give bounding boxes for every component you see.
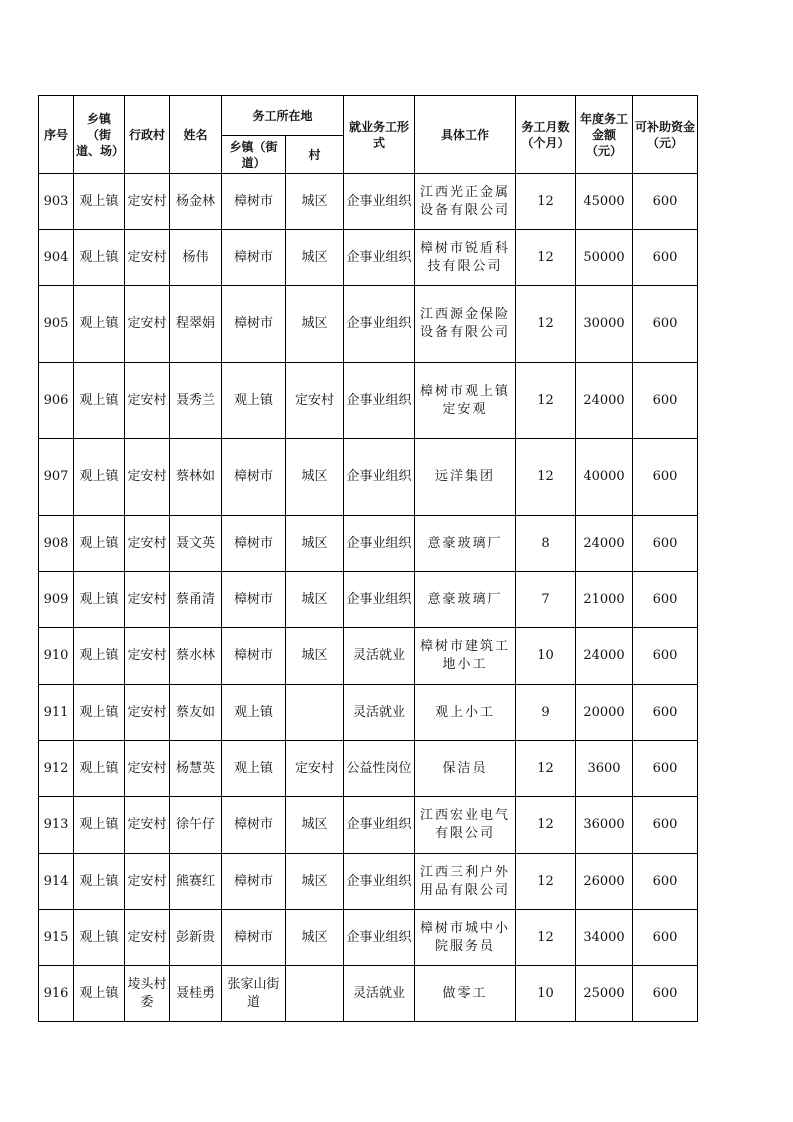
cell-seq: 908 (39, 516, 74, 572)
cell-seq: 910 (39, 628, 74, 685)
cell-months: 7 (516, 572, 576, 628)
header-work-village: 村 (286, 136, 344, 174)
cell-township: 观上镇 (74, 966, 125, 1022)
cell-village: 定安村 (125, 685, 170, 741)
cell-form: 公益性岗位 (344, 741, 415, 797)
cell-subsidy: 600 (633, 910, 698, 966)
cell-amount: 40000 (576, 439, 633, 516)
cell-job: 保洁员 (415, 741, 516, 797)
cell-months: 12 (516, 797, 576, 854)
cell-subsidy: 600 (633, 741, 698, 797)
cell-subsidy: 600 (633, 230, 698, 286)
cell-work-village: 城区 (286, 174, 344, 230)
header-months: 务工月数（个月） (516, 96, 576, 174)
cell-amount: 34000 (576, 910, 633, 966)
cell-village: 定安村 (125, 628, 170, 685)
cell-work-township: 樟树市 (222, 174, 286, 230)
cell-subsidy: 600 (633, 439, 698, 516)
table-row (39, 910, 698, 966)
cell-work-village: 城区 (286, 230, 344, 286)
header-seq: 序号 (39, 96, 74, 174)
cell-subsidy: 600 (633, 174, 698, 230)
cell-township: 观上镇 (74, 572, 125, 628)
cell-work-township: 观上镇 (222, 363, 286, 439)
cell-months: 12 (516, 363, 576, 439)
cell-name: 熊赛红 (170, 854, 222, 910)
cell-form: 灵活就业 (344, 628, 415, 685)
cell-seq: 916 (39, 966, 74, 1022)
header-annual-income: 年度务工金额（元） (576, 96, 633, 174)
cell-job: 樟树市观上镇定安观 (415, 363, 516, 439)
cell-job: 樟树市城中小院服务员 (415, 910, 516, 966)
table-row (39, 230, 698, 286)
cell-work-village: 定安村 (286, 741, 344, 797)
cell-seq: 913 (39, 797, 74, 854)
table-row (39, 516, 698, 572)
cell-work-township: 樟树市 (222, 572, 286, 628)
cell-work-township: 樟树市 (222, 439, 286, 516)
cell-work-township: 张家山街道 (222, 966, 286, 1022)
header-name: 姓名 (170, 96, 222, 174)
cell-name: 杨金林 (170, 174, 222, 230)
cell-subsidy: 600 (633, 363, 698, 439)
employment-subsidy-table (38, 95, 698, 1022)
cell-months: 12 (516, 174, 576, 230)
table-row (39, 797, 698, 854)
cell-work-village: 城区 (286, 854, 344, 910)
cell-work-township: 观上镇 (222, 685, 286, 741)
cell-form: 企事业组织 (344, 516, 415, 572)
cell-amount: 24000 (576, 628, 633, 685)
cell-seq: 903 (39, 174, 74, 230)
cell-job: 江西源金保险设备有限公司 (415, 286, 516, 363)
cell-work-village: 城区 (286, 572, 344, 628)
cell-work-township: 樟树市 (222, 854, 286, 910)
cell-seq: 904 (39, 230, 74, 286)
cell-seq: 911 (39, 685, 74, 741)
cell-job: 意豪玻璃厂 (415, 572, 516, 628)
cell-township: 观上镇 (74, 516, 125, 572)
cell-work-village: 城区 (286, 286, 344, 363)
cell-work-village (286, 966, 344, 1022)
cell-village: 定安村 (125, 910, 170, 966)
cell-township: 观上镇 (74, 797, 125, 854)
cell-amount: 3600 (576, 741, 633, 797)
cell-township: 观上镇 (74, 439, 125, 516)
cell-job: 樟树市建筑工地小工 (415, 628, 516, 685)
cell-job: 远洋集团 (415, 439, 516, 516)
cell-subsidy: 600 (633, 854, 698, 910)
cell-seq: 912 (39, 741, 74, 797)
cell-months: 9 (516, 685, 576, 741)
cell-work-village (286, 685, 344, 741)
header-job: 具体工作 (415, 96, 516, 174)
cell-work-township: 樟树市 (222, 516, 286, 572)
cell-amount: 24000 (576, 363, 633, 439)
cell-township: 观上镇 (74, 854, 125, 910)
cell-months: 10 (516, 628, 576, 685)
cell-work-village: 城区 (286, 910, 344, 966)
cell-form: 企事业组织 (344, 174, 415, 230)
cell-amount: 26000 (576, 854, 633, 910)
cell-village: 定安村 (125, 174, 170, 230)
cell-seq: 905 (39, 286, 74, 363)
cell-township: 观上镇 (74, 910, 125, 966)
cell-job: 观上小工 (415, 685, 516, 741)
cell-months: 10 (516, 966, 576, 1022)
cell-name: 蔡友如 (170, 685, 222, 741)
cell-months: 12 (516, 286, 576, 363)
cell-township: 观上镇 (74, 628, 125, 685)
cell-work-township: 樟树市 (222, 286, 286, 363)
cell-amount: 20000 (576, 685, 633, 741)
cell-township: 观上镇 (74, 174, 125, 230)
cell-form: 灵活就业 (344, 966, 415, 1022)
cell-name: 杨伟 (170, 230, 222, 286)
cell-seq: 909 (39, 572, 74, 628)
cell-months: 8 (516, 516, 576, 572)
header-subsidy: 可补助资金（元） (633, 96, 698, 174)
cell-village: 定安村 (125, 854, 170, 910)
cell-job: 江西三利户外用品有限公司 (415, 854, 516, 910)
cell-name: 聂桂勇 (170, 966, 222, 1022)
cell-amount: 50000 (576, 230, 633, 286)
cell-name: 杨慧英 (170, 741, 222, 797)
cell-job: 江西光正金属设备有限公司 (415, 174, 516, 230)
cell-subsidy: 600 (633, 966, 698, 1022)
cell-name: 聂秀兰 (170, 363, 222, 439)
header-village: 行政村 (125, 96, 170, 174)
cell-subsidy: 600 (633, 685, 698, 741)
cell-township: 观上镇 (74, 286, 125, 363)
cell-village: 定安村 (125, 230, 170, 286)
cell-work-township: 樟树市 (222, 910, 286, 966)
cell-village: 定安村 (125, 363, 170, 439)
cell-village: 定安村 (125, 286, 170, 363)
cell-name: 蔡水林 (170, 628, 222, 685)
cell-township: 观上镇 (74, 685, 125, 741)
cell-form: 企事业组织 (344, 854, 415, 910)
table-row (39, 741, 698, 797)
cell-seq: 914 (39, 854, 74, 910)
cell-form: 灵活就业 (344, 685, 415, 741)
cell-amount: 45000 (576, 174, 633, 230)
cell-job: 意豪玻璃厂 (415, 516, 516, 572)
cell-amount: 30000 (576, 286, 633, 363)
header-work-township: 乡镇（街道） (222, 136, 286, 174)
cell-seq: 906 (39, 363, 74, 439)
table-row (39, 439, 698, 516)
cell-seq: 907 (39, 439, 74, 516)
cell-subsidy: 600 (633, 797, 698, 854)
cell-name: 聂文英 (170, 516, 222, 572)
table-row (39, 286, 698, 363)
table-row (39, 854, 698, 910)
cell-village: 定安村 (125, 516, 170, 572)
table-row (39, 685, 698, 741)
cell-township: 观上镇 (74, 741, 125, 797)
cell-form: 企事业组织 (344, 572, 415, 628)
cell-name: 程翠娟 (170, 286, 222, 363)
cell-village: 定安村 (125, 797, 170, 854)
cell-township: 观上镇 (74, 363, 125, 439)
cell-work-township: 樟树市 (222, 797, 286, 854)
cell-subsidy: 600 (633, 628, 698, 685)
cell-months: 12 (516, 854, 576, 910)
table-row (39, 628, 698, 685)
cell-name: 徐午仔 (170, 797, 222, 854)
cell-village: 定安村 (125, 439, 170, 516)
table-row (39, 174, 698, 230)
cell-form: 企事业组织 (344, 439, 415, 516)
table-row (39, 966, 698, 1022)
cell-subsidy: 600 (633, 572, 698, 628)
table-row (39, 363, 698, 439)
cell-amount: 36000 (576, 797, 633, 854)
cell-form: 企事业组织 (344, 363, 415, 439)
header-workplace: 务工所在地 (222, 96, 344, 136)
cell-work-village: 城区 (286, 439, 344, 516)
cell-village: 堎头村委 (125, 966, 170, 1022)
cell-job: 做零工 (415, 966, 516, 1022)
cell-seq: 915 (39, 910, 74, 966)
cell-village: 定安村 (125, 741, 170, 797)
cell-form: 企事业组织 (344, 910, 415, 966)
cell-township: 观上镇 (74, 230, 125, 286)
cell-work-village: 城区 (286, 628, 344, 685)
cell-amount: 21000 (576, 572, 633, 628)
cell-work-village: 城区 (286, 516, 344, 572)
cell-job: 樟树市锐盾科技有限公司 (415, 230, 516, 286)
cell-work-township: 观上镇 (222, 741, 286, 797)
cell-village: 定安村 (125, 572, 170, 628)
cell-months: 12 (516, 741, 576, 797)
cell-work-township: 樟树市 (222, 230, 286, 286)
cell-form: 企事业组织 (344, 230, 415, 286)
cell-job: 江西宏业电气有限公司 (415, 797, 516, 854)
cell-name: 彭新贵 (170, 910, 222, 966)
cell-subsidy: 600 (633, 516, 698, 572)
header-township: 乡镇（街道、场） (74, 96, 125, 174)
cell-work-township: 樟树市 (222, 628, 286, 685)
cell-months: 12 (516, 230, 576, 286)
cell-amount: 25000 (576, 966, 633, 1022)
cell-name: 蔡甬清 (170, 572, 222, 628)
header-employment-form: 就业务工形式 (344, 96, 415, 174)
cell-amount: 24000 (576, 516, 633, 572)
cell-form: 企事业组织 (344, 286, 415, 363)
cell-months: 12 (516, 910, 576, 966)
cell-name: 蔡林如 (170, 439, 222, 516)
cell-subsidy: 600 (633, 286, 698, 363)
cell-months: 12 (516, 439, 576, 516)
cell-form: 企事业组织 (344, 797, 415, 854)
cell-work-village: 城区 (286, 797, 344, 854)
cell-work-village: 定安村 (286, 363, 344, 439)
table-row (39, 572, 698, 628)
